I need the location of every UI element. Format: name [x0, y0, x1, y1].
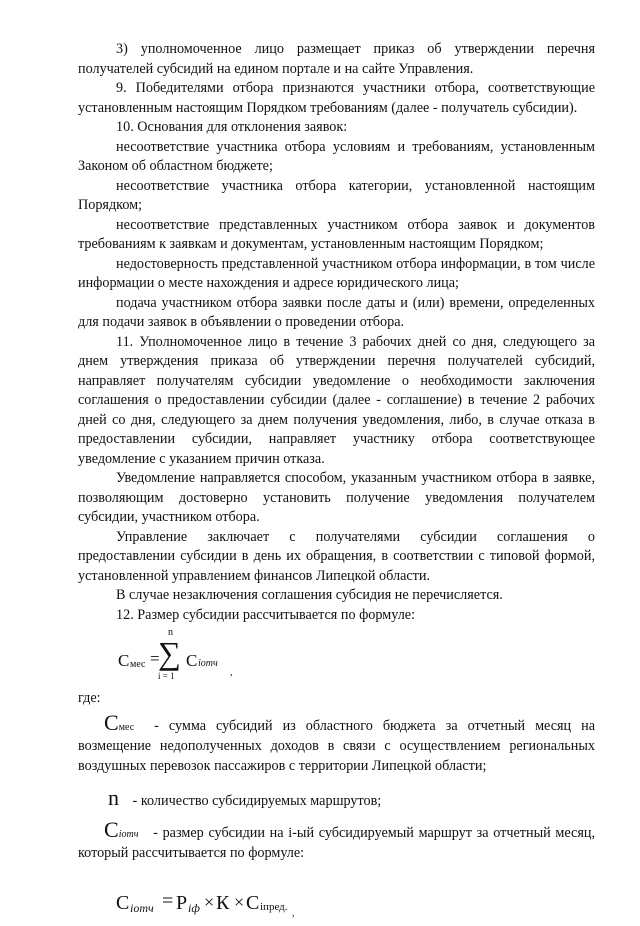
formula-lhs: С — [118, 651, 130, 670]
formula-trail: , — [230, 667, 233, 678]
paragraph-no-agreement: В случае незаключения соглашения субсидия не перечисляется. — [116, 587, 503, 603]
paragraph-reason-3: несоответствие представленных участником отбора заявок и документов требованиям к заявкам и документам, установленным настоящим Порядком; — [78, 216, 595, 252]
definition-cmes-line — [78, 709, 596, 777]
definition-n-text: - количество субсидируемых маршрутов; — [132, 793, 382, 809]
formula-lower: i = 1 — [158, 671, 175, 681]
formula-eq: = — [150, 649, 160, 668]
where-label: где: — [78, 690, 101, 706]
paragraph-reason-4: недостоверность представленной участником отбора информации, в том числе информации о месте нахождения и адресе юридического лица; — [78, 255, 595, 291]
paragraph-item-11: 11. Уполномоченное лицо в течение 3 рабочих дней со дня, следующего за днем утверждения приказа об утверждении перечня получателей субсидий, направляет получателям субсидии уведомление о необходимости заключения соглашения о предоставлении субсидии (далее - соглашение) в течение 2 рабочих дней со дня, следующего за днем получения уведомления, либо, в случае отказа в предоставлении субсидии, направляет участнику отбора соответствующее уведомление с указанием причин отказа. — [78, 333, 595, 467]
paragraph-item-9: 9. Победителями отбора признаются участники отбора, соответствующие установленным настоящим Порядком требованиям (далее - получатель субсидии). — [78, 80, 595, 116]
paragraph-reason-2: несоответствие участника отбора категории, установленной настоящим Порядком; — [78, 177, 595, 213]
formula-term: С — [186, 651, 198, 670]
formula2-p: Р — [176, 891, 188, 914]
formula-term-sub: iотч — [198, 658, 218, 669]
formula2-k: К — [216, 891, 230, 914]
formula2-trail: , — [292, 907, 295, 919]
formula-sigma: ∑ — [158, 635, 181, 671]
formula2-c1-sub: iотч — [130, 900, 154, 915]
paragraph-notification: Уведомление направляется способом, указанным участником отбора в заявке, позволяющим достоверно установить получение уведомления получателем субсидии, участником отбора. — [78, 470, 595, 525]
definition-cmes-sub: мес — [118, 721, 135, 733]
formula-lhs-sub: мес — [130, 659, 146, 670]
definition-ciotch-symbol: С — [104, 816, 119, 842]
formula2-times1: × — [204, 891, 215, 912]
formula2-p-sub: iф — [188, 900, 200, 915]
definition-cmes — [78, 709, 596, 777]
formula2-c1: С — [116, 891, 130, 914]
formula-upper: n — [168, 627, 173, 638]
paragraph-reason-5: подача участником отбора заявки после даты и (или) времени, определенных для подачи заявок в объявлении о проведении отбора. — [78, 294, 595, 330]
formula2-times2: × — [234, 891, 245, 912]
definition-n-symbol: n — [108, 785, 119, 810]
paragraph-item-3: 3) уполномоченное лицо размещает приказ об утверждении перечня получателей субсидий на едином портале и на сайте Управления. — [78, 41, 595, 77]
paragraph-item-12: 12. Размер субсидии рассчитывается по формуле: — [116, 606, 416, 623]
definition-n-line — [78, 785, 595, 812]
definition-n — [78, 785, 595, 812]
definition-ciotch-sub: iотч — [118, 828, 139, 840]
formula2-c2: С — [246, 891, 260, 914]
paragraph-reason-1: несоответствие участника отбора условиям и требованиям, установленным Законом об областном бюджете; — [78, 138, 595, 174]
paragraph-item-10: 10. Основания для отклонения заявок: — [116, 119, 348, 135]
formula2-c2-sub: iпред. — [260, 900, 288, 913]
formula2-eq: = — [162, 889, 174, 912]
definition-cmes-symbol: С — [104, 709, 119, 735]
definition-ciotch — [78, 816, 596, 864]
definition-cmes-text: - сумма субсидий из областного бюджета за отчетный месяц на возмещение недополученных доходов в связи с осуществлением региональных воздушных перевозок пассажиров с территории Липецкой области; — [78, 717, 596, 774]
document-page — [78, 40, 595, 926]
formula-sum — [78, 625, 595, 687]
formula-product — [78, 886, 595, 926]
paragraph-agreement: Управление заключает с получателями субсидии соглашения о предоставлении субсидии в день их обращения, в соответствии с типовой формой, установленной управлением финансов Липецкой области. — [78, 528, 595, 584]
definition-ciotch-text: - размер субсидии на i-ый субсидируемый маршрут за отчетный месяц, который рассчитывается по формуле: — [78, 824, 596, 861]
definition-ciotch-line — [78, 816, 596, 864]
